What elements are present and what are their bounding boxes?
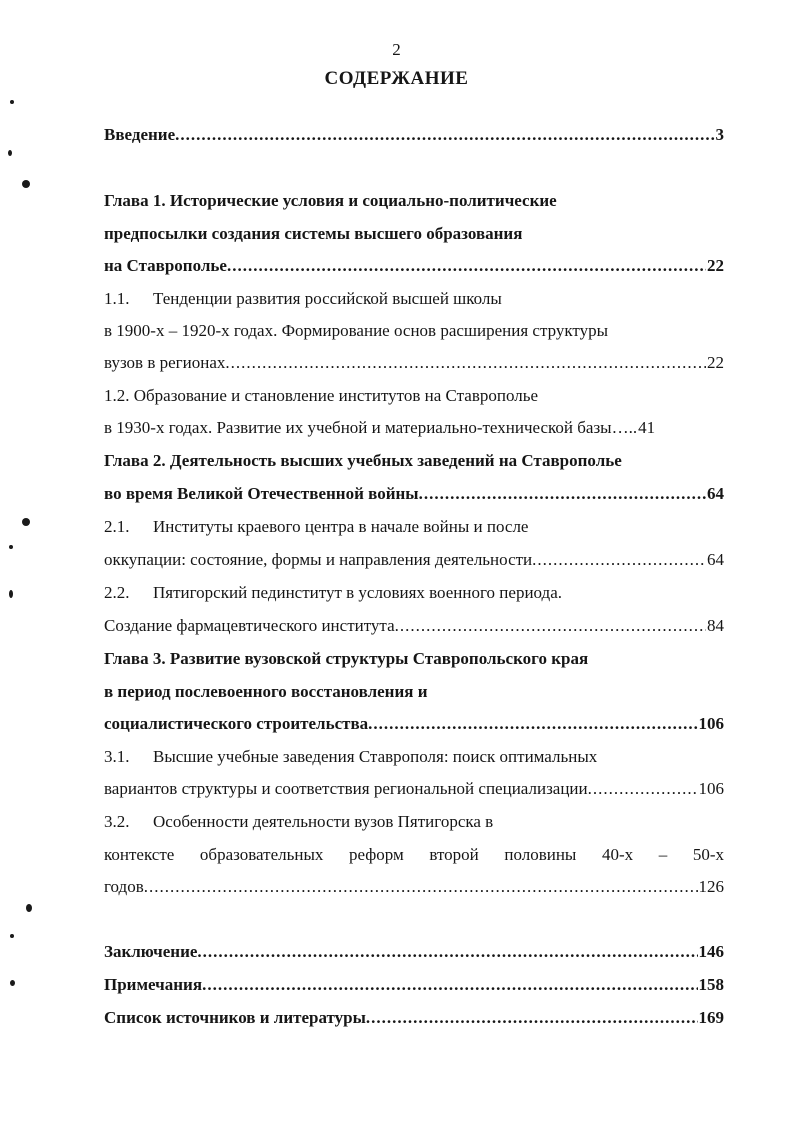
- toc-label: Список источников и литературы: [104, 1008, 366, 1027]
- toc-section-1-2-line-1[interactable]: [104, 383, 724, 409]
- toc-label: Особенности деятельности вузов Пятигорска в: [153, 812, 494, 831]
- toc-word: 40-х: [601, 845, 634, 864]
- toc-page-number: 64: [707, 484, 724, 503]
- toc-page-number: 106: [698, 779, 724, 798]
- toc-entry-introduction[interactable]: [104, 122, 724, 148]
- toc-section-number: 2.1.: [104, 517, 130, 536]
- dot-leader: [532, 547, 706, 573]
- toc-section-1-1-line-3[interactable]: [104, 350, 724, 376]
- dot-leader: [395, 613, 706, 639]
- toc-word: образовательных: [199, 845, 324, 864]
- toc-label: Институты краевого центра в начале войны и после: [153, 517, 529, 536]
- toc-word: половины: [504, 845, 577, 864]
- scan-mark: [9, 545, 13, 549]
- toc-chapter-3-line-3[interactable]: [104, 711, 724, 737]
- toc-page-number: 106: [698, 714, 724, 733]
- dot-leader: [588, 776, 698, 802]
- dot-leader: [227, 253, 706, 279]
- toc-page-number: 84: [707, 616, 724, 635]
- toc-section-3-2-line-2[interactable]: [104, 842, 724, 868]
- toc-section-2-2-line-1[interactable]: [104, 580, 724, 606]
- toc-label: в период послевоенного восстановления и: [104, 682, 428, 701]
- page-number: 2: [392, 40, 401, 59]
- dot-leader: [366, 1005, 698, 1031]
- dot-leader: [202, 972, 697, 998]
- toc-label: годов: [104, 877, 144, 896]
- toc-entry-sources[interactable]: [104, 1005, 724, 1031]
- toc-chapter-1-line-3[interactable]: [104, 253, 724, 279]
- toc-label: Создание фармацевтического института: [104, 616, 395, 635]
- toc-chapter-3-line-2[interactable]: [104, 679, 724, 705]
- dot-leader: [197, 939, 697, 965]
- toc-section-2-2-line-2[interactable]: [104, 613, 724, 639]
- toc-chapter-1-line-1[interactable]: [104, 188, 724, 214]
- toc-label: вузов в регионах: [104, 353, 226, 372]
- toc-word: реформ: [348, 845, 404, 864]
- toc-label: социалистического строительства: [104, 714, 369, 733]
- toc-label: на Ставрополье: [104, 256, 227, 275]
- toc-page-number: 64: [707, 550, 724, 569]
- toc-label: в 1900-х – 1920-х годах. Формирование основ расширения структуры: [104, 321, 609, 340]
- toc-chapter-1-line-2[interactable]: [104, 221, 724, 247]
- toc-chapter-2-line-2[interactable]: [104, 481, 724, 507]
- toc-page-number: 158: [698, 975, 724, 994]
- toc-label: Тенденции развития российской высшей школы: [153, 289, 502, 308]
- toc-label: Глава 1. Исторические условия и социально-политические: [104, 191, 557, 210]
- scan-mark: [22, 518, 30, 526]
- toc-word: –: [658, 845, 668, 864]
- toc-section-1-1-line-2[interactable]: [104, 318, 724, 344]
- toc-section-number: 1.1.: [104, 289, 130, 308]
- toc-word: контексте: [104, 845, 175, 864]
- toc-section-3-1-line-2[interactable]: [104, 776, 724, 802]
- scan-mark: [10, 100, 14, 104]
- dot-leader: [225, 350, 706, 376]
- dot-leader: [419, 481, 706, 507]
- toc-label: оккупации: состояние, формы и направления деятельности: [104, 550, 533, 569]
- toc-label: Примечания: [104, 975, 203, 994]
- scan-mark: [10, 980, 15, 986]
- toc-section-number: 3.2.: [104, 812, 130, 831]
- toc-page-number: 3: [715, 125, 724, 144]
- scan-mark: [10, 934, 14, 938]
- toc-label: Заключение: [104, 942, 198, 961]
- toc-word: второй: [429, 845, 479, 864]
- toc-label: в 1930-х годах. Развитие их учебной и материально-технической базы…..: [104, 418, 638, 437]
- toc-label: 1.2. Образование и становление институтов на Ставрополье: [104, 386, 538, 405]
- toc-section-number: 3.1.: [104, 747, 130, 766]
- scan-mark: [8, 150, 12, 156]
- toc-section-3-2-line-3[interactable]: [104, 874, 724, 900]
- toc-label: предпосылки создания системы высшего образования: [104, 224, 523, 243]
- toc-label: вариантов структуры и соответствия региональной специализации: [104, 779, 588, 798]
- toc-entry-conclusion[interactable]: [104, 939, 724, 965]
- toc-label: Высшие учебные заведения Ставрополя: поиск оптимальных: [153, 747, 598, 766]
- toc-label: Глава 3. Развитие вузовской структуры Ставропольского края: [104, 649, 589, 668]
- page-title: СОДЕРЖАНИЕ: [324, 68, 469, 89]
- scan-mark: [22, 180, 30, 188]
- toc-page-number: 22: [707, 256, 724, 275]
- toc-section-3-1-line-1[interactable]: [104, 744, 724, 770]
- toc-label: Введение: [104, 125, 176, 144]
- toc-label: во время Великой Отечественной войны: [104, 484, 419, 503]
- toc-entry-notes[interactable]: [104, 972, 724, 998]
- scan-mark: [26, 904, 32, 912]
- dot-leader: [144, 874, 698, 900]
- toc-page-number: 146: [698, 942, 724, 961]
- toc-page-number: 22: [707, 353, 724, 372]
- toc-page-number: 126: [698, 877, 724, 896]
- toc-section-number: 2.2.: [104, 583, 130, 602]
- toc-section-1-1-line-1[interactable]: [104, 286, 724, 312]
- toc-chapter-3-line-1[interactable]: [104, 646, 724, 672]
- toc-section-1-2-line-2[interactable]: [104, 415, 724, 441]
- toc-section-3-2-line-1[interactable]: [104, 809, 724, 835]
- toc-label: Пятигорский пединститут в условиях военного периода.: [153, 583, 562, 602]
- toc-chapter-2-line-1[interactable]: [104, 448, 724, 474]
- toc-word: 50-х: [692, 845, 724, 864]
- toc-page-number: 41: [638, 418, 656, 437]
- scan-mark: [9, 590, 13, 598]
- toc-label: Глава 2. Деятельность высших учебных заведений на Ставрополье: [104, 451, 622, 470]
- toc-section-2-1-line-2[interactable]: [104, 547, 724, 573]
- dot-leader: [368, 711, 697, 737]
- toc-section-2-1-line-1[interactable]: [104, 514, 724, 540]
- toc-page-number: 169: [698, 1008, 724, 1027]
- dot-leader: [175, 122, 714, 148]
